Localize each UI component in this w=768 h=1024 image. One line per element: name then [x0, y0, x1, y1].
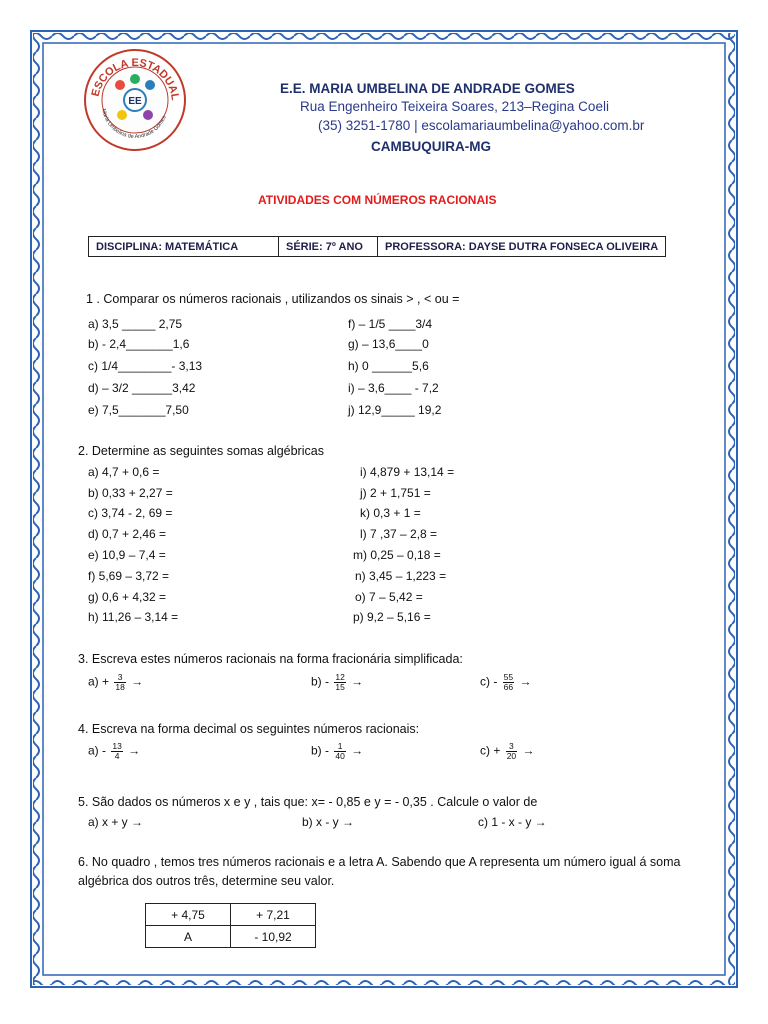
numerator: 55 [503, 672, 514, 682]
q2-item: k) 0,3 + 1 = [360, 506, 421, 520]
fraction [334, 742, 345, 761]
fraction [506, 742, 517, 761]
q3-label: b) - [311, 674, 329, 689]
q4-item-b [311, 742, 363, 761]
school-address: Rua Engenheiro Teixeira Soares, 213–Regina Coeli [300, 99, 609, 114]
table-cell: + 7,21 [231, 904, 316, 926]
q3-item-c [480, 673, 531, 692]
q2-prompt: 2. Determine as seguintes somas algébricas [78, 444, 324, 458]
q2-item: j) 2 + 1,751 = [360, 486, 431, 500]
q1-item: a) 3,5 _____ 2,75 [88, 317, 183, 331]
arrow-icon: → [519, 674, 532, 689]
denominator: 20 [506, 751, 517, 761]
q1-item: j) 12,9_____ 19,2 [348, 403, 442, 417]
arrow-icon: → [522, 743, 535, 758]
q1-item: i) – 3,6____ - 7,2 [348, 381, 439, 395]
q3-label: a) + [88, 674, 110, 689]
q5-item: a) x + y → [88, 815, 144, 829]
teacher-cell: PROFESSORA: DAYSE DUTRA FONSECA OLIVEIRA [378, 237, 666, 257]
arrow-icon: → [131, 674, 144, 689]
fraction [114, 673, 125, 692]
denominator: 40 [335, 751, 345, 761]
q4-label: a) - [88, 743, 106, 758]
q2-item: e) 10,9 – 7,4 = [88, 548, 166, 562]
q2-item: a) 4,7 + 0,6 = [88, 465, 160, 479]
arrow-icon: → [351, 674, 364, 689]
q2-item: p) 9,2 – 5,16 = [353, 610, 431, 624]
q1-item: f) – 1/5 ____3/4 [348, 317, 433, 331]
q5-prompt: 5. São dados os números x e y , tais que: x= - 0,85 e y = - 0,35 . Calcule o valor de [78, 795, 538, 809]
fraction [334, 673, 345, 692]
fraction [111, 742, 122, 761]
q3-prompt: 3. Escreva estes números racionais na forma fracionária simplificada: [78, 652, 463, 666]
q1-item: d) – 3/2 ______3,42 [88, 381, 196, 395]
q2-item: h) 11,26 – 3,14 = [88, 610, 179, 624]
school-city: CAMBUQUIRA-MG [371, 139, 491, 154]
school-contact: (35) 3251-1780 | escolamariaumbelina@yahoo.com.br [318, 118, 645, 133]
denominator: 4 [114, 751, 120, 761]
q2-item: i) 4,879 + 13,14 = [360, 465, 455, 479]
arrow-icon: → [351, 743, 364, 758]
table-cell: - 10,92 [231, 926, 316, 948]
numerator: 12 [335, 672, 345, 682]
q5-item: b) x - y → [302, 815, 355, 829]
logo-text-bottom: Maria Umbelina de Andrade Gomes [100, 108, 168, 141]
numerator: 1 [334, 742, 345, 752]
q5-item: c) 1 - x - y → [478, 815, 547, 829]
info-table [88, 236, 666, 257]
q4-item-c [480, 742, 535, 761]
fraction [503, 673, 514, 692]
q3-item-a [88, 673, 143, 692]
logo-text-top: ESCOLA ESTADUAL [89, 56, 181, 102]
page-title: ATIVIDADES COM NÚMEROS RACIONAIS [258, 193, 497, 207]
q4-label: b) - [311, 743, 329, 758]
arrow-icon: → [128, 743, 141, 758]
q1-prompt: 1 . Comparar os números racionais , utilizandos os sinais > , < ou = [86, 292, 460, 306]
table-cell: A [146, 926, 231, 948]
q2-item: g) 0,6 + 4,32 = [88, 590, 167, 604]
q2-item: b) 0,33 + 2,27 = [88, 486, 173, 500]
denominator: 66 [503, 682, 514, 692]
denominator: 18 [115, 682, 125, 692]
q6-number-table [145, 903, 316, 948]
school-logo [80, 45, 190, 155]
q4-prompt: 4. Escreva na forma decimal os seguintes números racionais: [78, 722, 420, 736]
q1-item: c) 1/4________- 3,13 [88, 359, 203, 373]
numerator: 3 [114, 673, 125, 683]
q2-item: o) 7 – 5,42 = [355, 590, 423, 604]
q6-prompt-line1: 6. No quadro , temos tres números racionais e a letra A. Sabendo que A representa um número igual á soma [78, 855, 681, 869]
q1-item: h) 0 ______5,6 [348, 359, 429, 373]
q2-item: m) 0,25 – 0,18 = [353, 548, 441, 562]
q2-item: c) 3,74 - 2, 69 = [88, 506, 173, 520]
q4-label: c) + [480, 743, 501, 758]
numerator: 13 [112, 741, 122, 751]
q4-item-a [88, 742, 140, 761]
q1-item: e) 7,5_______7,50 [88, 403, 189, 417]
q2-item: d) 0,7 + 2,46 = [88, 527, 167, 541]
q2-item: n) 3,45 – 1,223 = [355, 569, 447, 583]
school-name: E.E. MARIA UMBELINA DE ANDRADE GOMES [280, 81, 575, 96]
q1-item: g) – 13,6____0 [348, 337, 429, 351]
discipline-cell: DISCIPLINA: MATEMÁTICA [89, 237, 279, 257]
table-cell: + 4,75 [146, 904, 231, 926]
q3-label: c) - [480, 674, 498, 689]
q1-item: b) - 2,4_______1,6 [88, 337, 190, 351]
q6-prompt-line2: algébrica dos outros três, determine seu valor. [78, 874, 335, 888]
q2-item: l) 7 ,37 – 2,8 = [360, 527, 438, 541]
q3-item-b [311, 673, 363, 692]
logo-center-text: EE [128, 96, 142, 107]
numerator: 3 [506, 742, 517, 752]
q2-item: f) 5,69 – 3,72 = [88, 569, 170, 583]
grade-cell: SÉRIE: 7º ANO [279, 237, 378, 257]
denominator: 15 [335, 682, 345, 692]
